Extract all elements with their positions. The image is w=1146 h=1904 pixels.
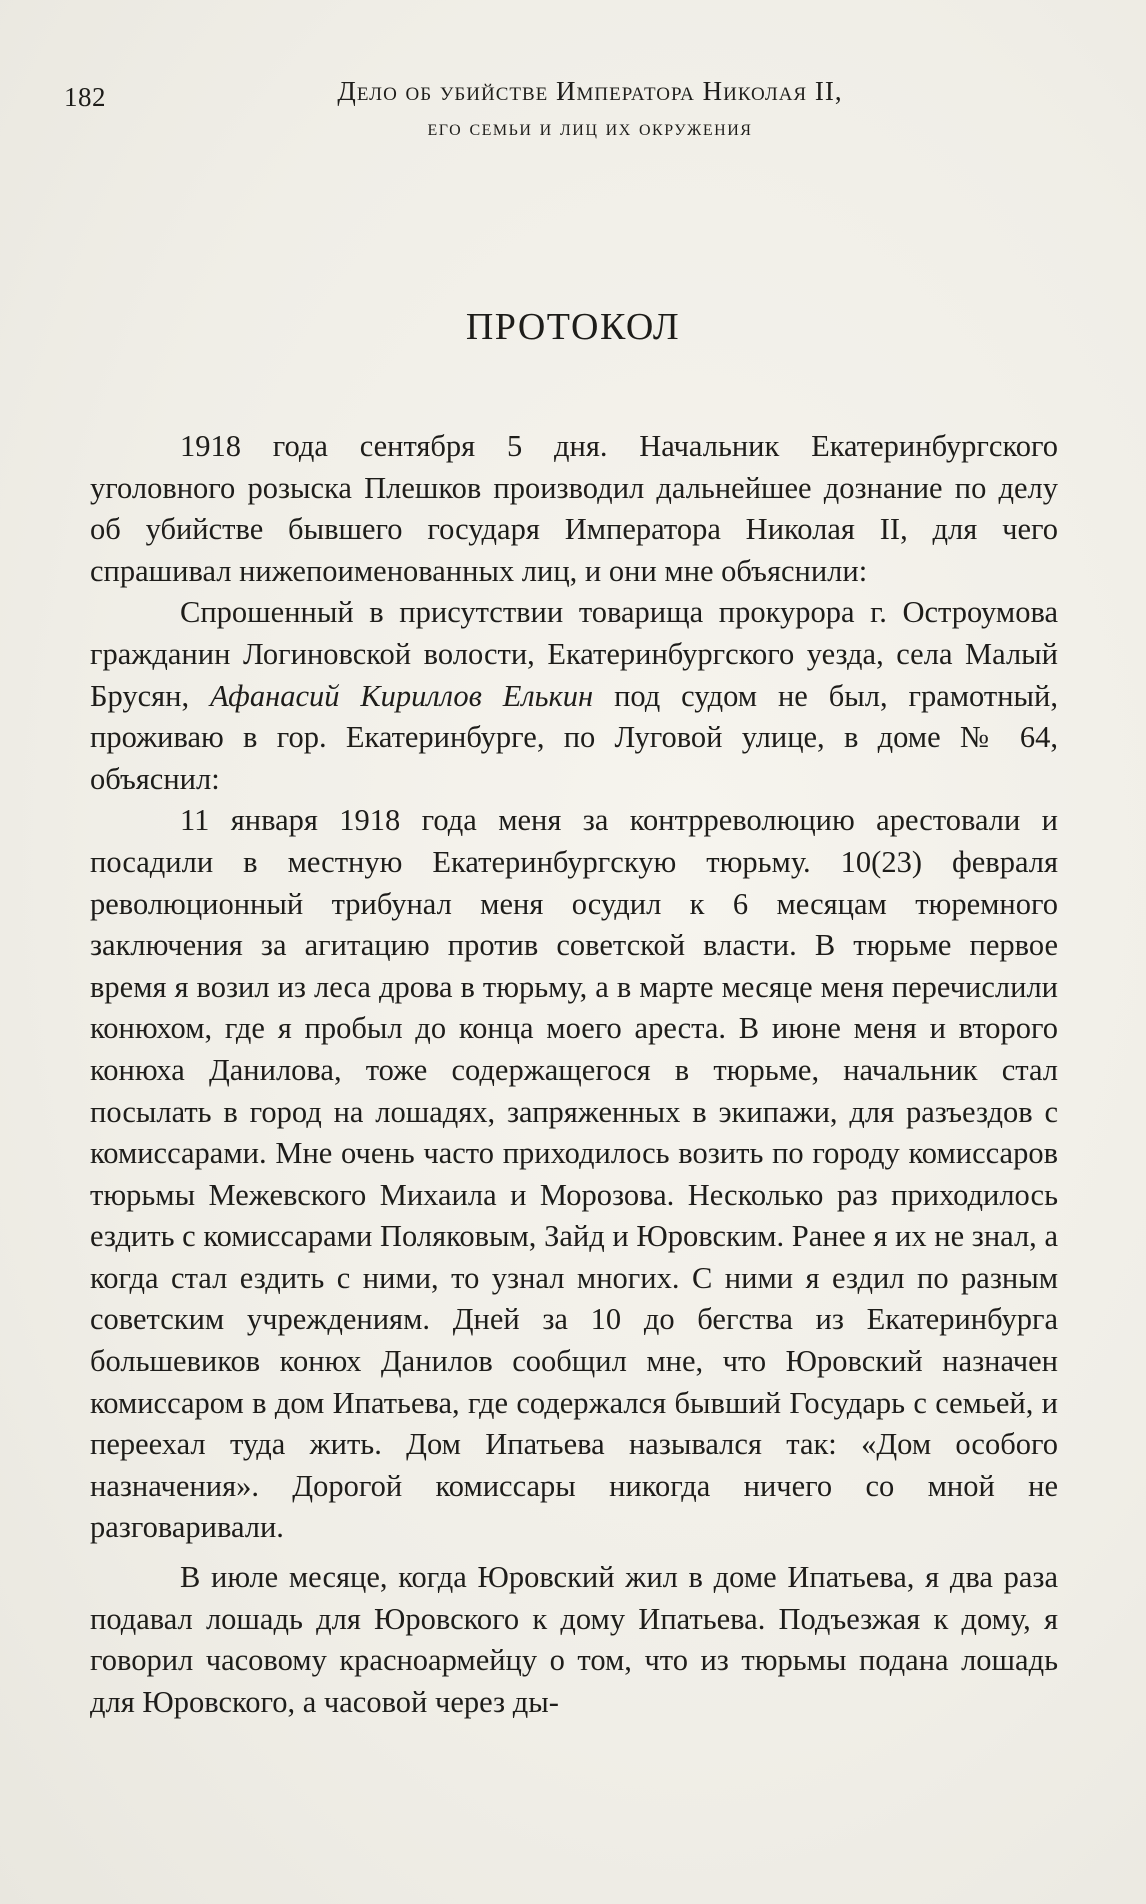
body-text bbox=[90, 426, 1058, 1723]
paragraph-testimony: 11 января 1918 года меня за контрреволюцию арестовали и посадили в местную Екатеринбургскую тюрьму. 10(23) февраля революционный трибунал меня осудил к 6 месяцам тюремного заключения за агитацию против советской власти. В тюрьме первое время я возил из леса дрова в тюрьму, а в марте месяце меня перечислили конюхом, где я пробыл до конца моего ареста. В июне меня и второго конюха Данилова, тоже содержащегося в тюрьме, начальник стал посылать в город на лошадях, запряженных в экипажи, для разъездов с комиссарами. Мне очень часто приходилось возить по городу комиссаров тюрьмы Межевского Михаила и Морозова. Несколько раз приходилось ездить с комиссарами Поляковым, Зайд и Юровским. Ранее я их не знал, а когда стал ездить с ними, то узнал многих. С ними я ездил по разным советским учреждениям. Дней за 10 до бегства из Екатеринбурга большевиков конюх Данилов сообщил мне, что Юровский назначен комиссаром в дом Ипатьева, где содержался бывший Государь с семьей, и переехал туда жить. Дом Ипатьева назывался так: «Дом особого назначения». Дорогой комиссары никогда ничего со мной не разговаривали. bbox=[90, 803, 1058, 1545]
paragraph-july: В июле месяце, когда Юровский жил в доме Ипатьева, я два раза подавал лошадь для Юровского к дому Ипатьева. Подъезжая к дому, я говорил часовому красноармейцу о том, что из тюрьмы подана лошадь для Юровского, а часовой через ды- bbox=[90, 1560, 1058, 1719]
witness-name: Афанасий Кириллов Елькин bbox=[210, 678, 594, 713]
witness-details-text: под судом не был, грамотный, проживаю в гор. Екатеринбурге, по Луговой улице, в доме № 64, объяснил: bbox=[90, 678, 1058, 796]
paragraph-intro: 1918 года сентября 5 дня. Начальник Екатеринбургского уголовного розыска Плешков производил дальнейшее дознание по делу об убийстве бывшего государя Императора Николая II, для чего спрашивал нижепоименованных лиц, и они мне объяснили: bbox=[90, 429, 1058, 588]
running-title bbox=[240, 72, 940, 144]
page-number: 182 bbox=[64, 82, 106, 112]
document-title: ПРОТОКОЛ bbox=[465, 306, 681, 348]
witness-intro-text: Спрошенный в присутствии товарища прокурора г. Остроумова гражданин Логиновской волости, Екатеринбургского уезда, села Малый Брусян, bbox=[90, 595, 1058, 713]
running-title-line-1: Дело об убийстве Императора Николая II, bbox=[337, 76, 843, 106]
paragraph-witness bbox=[90, 592, 1058, 800]
running-title-line-2: его семьи и лиц их окружения bbox=[427, 115, 753, 141]
